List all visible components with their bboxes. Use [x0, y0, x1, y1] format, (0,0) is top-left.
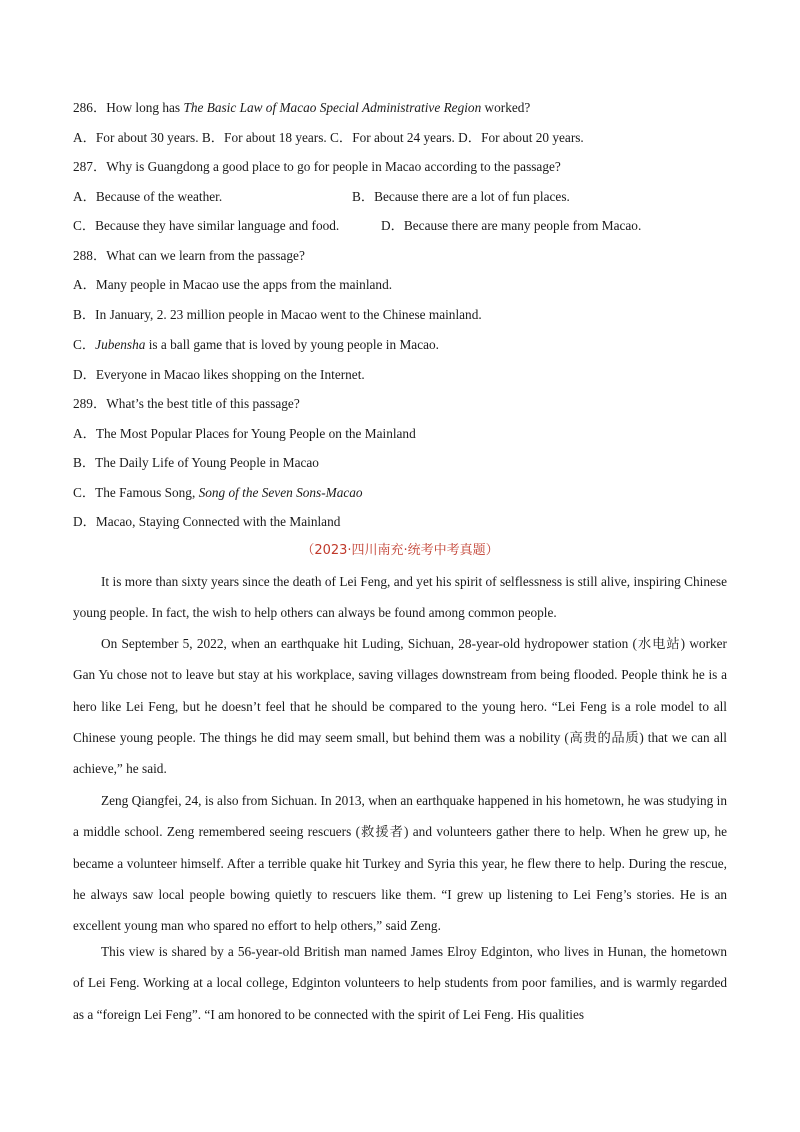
question-286-italic-title: The Basic Law of Macao Special Administrative Region [183, 100, 482, 115]
question-288-option-c [73, 336, 439, 354]
passage-paragraph-1: It is more than sixty years since the death of Lei Feng, and yet his spirit of selflessness is still alive, inspiring Chinese young people. In fact, the wish to help others can always be found among common people. [73, 574, 727, 621]
question-289-option-a: A．The Most Popular Places for Young People on the Mainland [73, 426, 416, 441]
option-italic-song: Song of the Seven Sons-Macao [198, 485, 363, 500]
source-heading: （2023·四川南充·统考中考真题） [301, 543, 499, 558]
question-289-option-b: B．The Daily Life of Young People in Macao [73, 455, 319, 470]
question-287-option-d: D．Because there are many people from Macao. [381, 218, 642, 233]
question-288-stem: 288．What can we learn from the passage? [73, 248, 305, 263]
passage-paragraph-4: This view is shared by a 56-year-old British man named James Elroy Edginton, who lives in Hunan, the hometown of Lei Feng. Working at a local college, Edginton volunteers to help students from poor families, and is warmly regarded as a “foreign Lei Feng”. “I am honored to be connected with the spirit of Lei Feng. His qualities [73, 944, 727, 1022]
question-288-option-d: D．Everyone in Macao likes shopping on the Internet. [73, 367, 365, 382]
question-287-option-a: A．Because of the weather. [73, 189, 223, 204]
question-289-stem: 289．What’s the best title of this passage? [73, 396, 300, 411]
question-286-number: 286．How long has [73, 100, 184, 115]
question-289-option-c [73, 484, 363, 502]
option-rest: is a ball game that is loved by young people in Macao. [145, 337, 439, 352]
option-prefix: C． [73, 337, 96, 352]
option-italic-term: Jubensha [95, 337, 146, 352]
question-289-option-d: D．Macao, Staying Connected with the Mainland [73, 514, 341, 529]
question-287-option-c: C．Because they have similar language and food. [73, 218, 340, 233]
question-288-option-b: B．In January, 2. 23 million people in Macao went to the Chinese mainland. [73, 307, 482, 322]
question-288-option-a: A．Many people in Macao use the apps from the mainland. [73, 277, 393, 292]
passage-paragraph-3: Zeng Qiangfei, 24, is also from Sichuan. In 2013, when an earthquake happened in his hometown, he was studying in a middle school. Zeng remembered seeing rescuers (救援者) and volunteers gather there to help. When he grew up, he became a volunteer himself. After a terrible quake hit Turkey and Syria this year, he flew there to help. During the rescue, he always saw local people bowing quietly to rescuers like them. “I grew up listening to Lei Feng’s stories. He is an excellent young man who spared no effort to help others,” said Zeng. [73, 793, 727, 934]
question-286-rest: worked? [481, 100, 531, 115]
question-286-options: A．For about 30 years. B．For about 18 years. C．For about 24 years. D．For about 20 years. [73, 130, 584, 145]
question-287-stem: 287．Why is Guangdong a good place to go for people in Macao according to the passage? [73, 159, 561, 174]
question-287-option-b: B．Because there are a lot of fun places. [352, 189, 570, 204]
option-prefix: C．The Famous Song, [73, 485, 199, 500]
question-286-stem [73, 99, 530, 117]
passage-paragraph-2: On September 5, 2022, when an earthquake hit Luding, Sichuan, 28-year-old hydropower station (水电站) worker Gan Yu chose not to leave but stay at his workplace, saving villages downstream from being flooded. People think he is a hero like Lei Feng, but he doesn’t feel that he should be compared to the young hero. “Lei Feng is a role model to all Chinese young people. The things he did may seem small, but behind them was a nobility (高贵的品质) that we can all achieve,” he said. [73, 636, 727, 777]
